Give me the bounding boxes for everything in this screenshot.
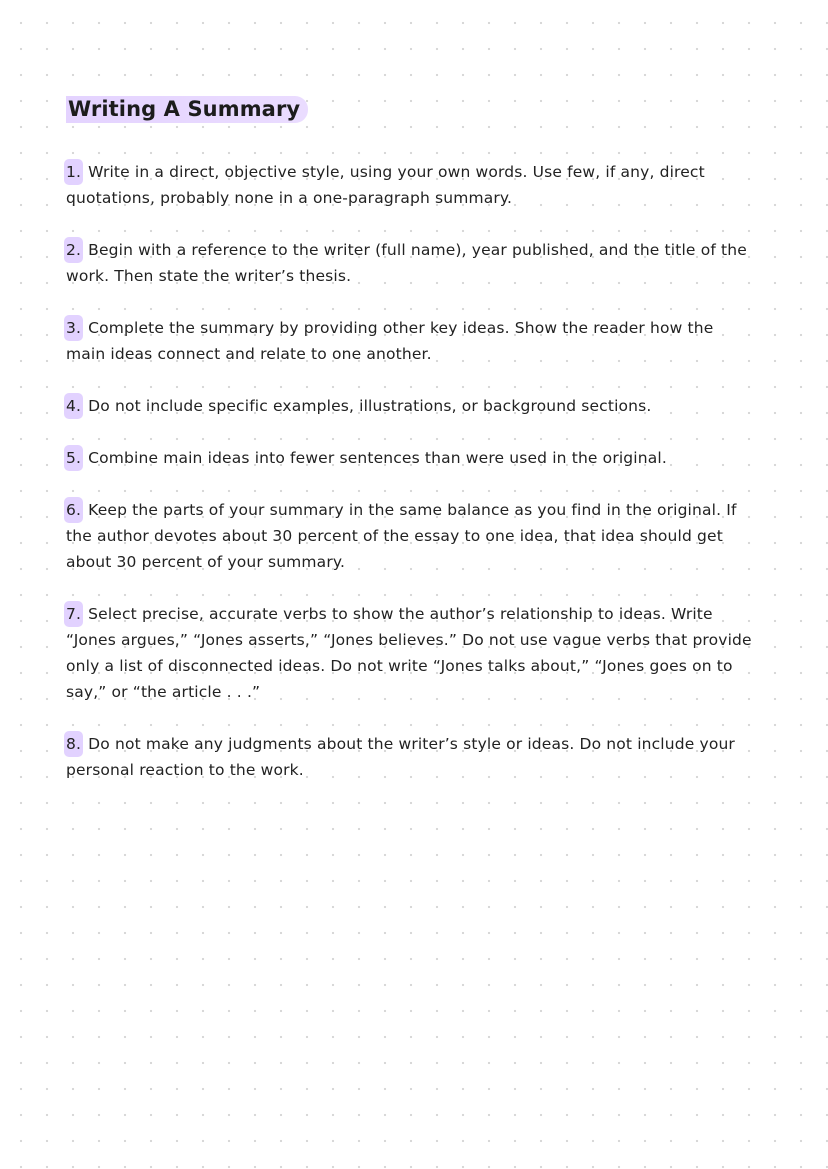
item-number: 8. [64, 731, 83, 757]
document-page [66, 96, 756, 809]
list-item-7 [66, 601, 756, 705]
list-item-8 [66, 731, 756, 783]
item-number: 6. [64, 497, 83, 523]
page-title: Writing A Summary [66, 96, 308, 123]
item-text: Complete the summary by providing other key ideas. Show the reader how the main ideas connect and relate to one another. [66, 319, 714, 363]
item-number: 4. [64, 393, 83, 419]
list-item-2 [66, 237, 756, 289]
item-number: 5. [64, 445, 83, 471]
item-text: Keep the parts of your summary in the same balance as you find in the original. If the author devotes about 30 percent of the essay to one idea, that idea should get about 30 percent of your summary. [66, 501, 737, 571]
item-number: 2. [64, 237, 83, 263]
list-item-6 [66, 497, 756, 575]
item-text: Do not make any judgments about the writer’s style or ideas. Do not include your personal reaction to the work. [66, 735, 735, 779]
item-text: Select precise, accurate verbs to show the author’s relationship to ideas. Write “Jones argues,” “Jones asserts,” “Jones believes.” Do not use vague verbs that provide only a list of disconnected ideas. Do not write “Jones talks about,” “Jones goes on to say,” or “the article . . .” [66, 605, 752, 701]
item-text: Combine main ideas into fewer sentences than were used in the original. [83, 449, 667, 467]
list-item-1 [66, 159, 756, 211]
item-text: Begin with a reference to the writer (full name), year published, and the title of the work. Then state the writer’s thesis. [66, 241, 747, 285]
item-text: Do not include specific examples, illustrations, or background sections. [83, 397, 652, 415]
list-item-3 [66, 315, 756, 367]
item-text: Write in a direct, objective style, using your own words. Use few, if any, direct quotations, probably none in a one-paragraph summary. [66, 163, 705, 207]
list-item-4 [66, 393, 756, 419]
list-item-5 [66, 445, 756, 471]
item-number: 3. [64, 315, 83, 341]
item-number: 1. [64, 159, 83, 185]
item-number: 7. [64, 601, 83, 627]
